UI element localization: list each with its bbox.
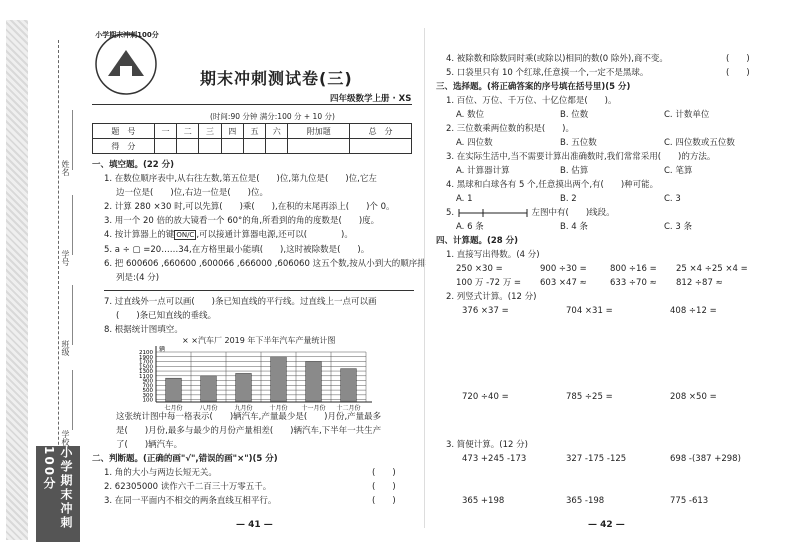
score-table-score-row	[93, 139, 412, 154]
score-cell: 得 分	[93, 139, 155, 154]
section-calc-title: 四、计算题。(28 分)	[436, 236, 519, 246]
judge-3: 3. 在同一平面内不相交的两条直线互相平行。	[104, 496, 277, 506]
calc-item: 603 ×47 ≈	[540, 278, 587, 288]
choice-1-option-a[interactable]: A. 数位	[456, 110, 485, 120]
judge-2: 2. 62305000 读作六千二百三十万零五千。	[104, 482, 272, 492]
score-input[interactable]	[350, 139, 412, 154]
y-axis-label: 辆	[159, 346, 166, 353]
score-cell: 总 分	[350, 124, 412, 139]
y-tick-label: 900	[142, 378, 153, 385]
question-4-part-2: ,可以接通计算器电源,还可以( )。	[196, 230, 353, 240]
time-info: (时间:90 分钟 满分:100 分 + 10 分)	[210, 112, 335, 121]
calc-2-title: 2. 列竖式计算。(12 分)	[446, 292, 537, 302]
question-7-line-2: ( )条已知直线的垂线。	[116, 311, 217, 321]
y-tick-label: 1700	[139, 359, 153, 366]
judge-1: 1. 角的大小与两边长短无关。	[104, 468, 217, 478]
choice-5-text: 左图中有( )线段。	[531, 208, 615, 218]
judge-1-answer[interactable]: ( )	[372, 468, 396, 478]
calc-item: 633 ÷70 ≈	[610, 278, 657, 288]
calc-1-title: 1. 直接写出得数。(4 分)	[446, 250, 540, 260]
choice-3-option-a[interactable]: A. 计算器计算	[456, 166, 510, 176]
school-field-label: 学校	[61, 430, 70, 446]
x-tick-label: 九月份	[234, 405, 253, 412]
choice-3: 3. 在实际生活中,当不需要计算出准确数时,我们常常采用( )的方法。	[446, 152, 716, 162]
x-tick-label: 十一月份	[301, 405, 326, 412]
bar	[271, 357, 287, 402]
choice-4-option-b[interactable]: B. 2	[560, 194, 577, 204]
calc-item: 900 ÷30 =	[540, 264, 587, 274]
y-tick-label: 1300	[139, 369, 153, 376]
student-id-field-line	[72, 195, 74, 255]
bar	[166, 378, 182, 402]
score-input[interactable]	[243, 139, 265, 154]
decorative-strip	[6, 20, 28, 540]
judge-3-answer[interactable]: ( )	[372, 496, 396, 506]
calc-item: 208 ×50 =	[670, 392, 717, 402]
judge-5: 5. 口袋里只有 10 个红球,任意摸一个,一定不是黑球。	[446, 68, 649, 78]
question-3: 3. 用一个 20 倍的放大镜看一个 60°的角,所看到的角的度数是( )度。	[104, 216, 380, 226]
y-tick-label: 1900	[139, 354, 153, 361]
bar	[341, 369, 357, 402]
calc-item: 800 ÷16 =	[610, 264, 657, 274]
chart-title: × ×汽车厂 2019 年下半年汽车产量统计图	[182, 336, 336, 345]
score-cell: 四	[221, 124, 243, 139]
bar-chart	[118, 346, 378, 416]
page-divider	[424, 28, 425, 528]
name-field-line	[72, 110, 74, 170]
name-field-label: 姓名	[61, 160, 70, 176]
judge-2-answer[interactable]: ( )	[372, 482, 396, 492]
choice-5-option-a[interactable]: A. 6 条	[456, 222, 484, 232]
score-cell: 二	[177, 124, 199, 139]
choice-5	[446, 206, 615, 220]
calc-item: 25 ×4 ÷25 ×4 =	[676, 264, 748, 274]
calc-item: 408 ÷12 =	[670, 306, 717, 316]
question-4	[104, 228, 353, 242]
choice-2: 2. 三位数乘两位数的积是( )。	[446, 124, 574, 134]
logo-emblem	[92, 30, 160, 98]
choice-5-option-b[interactable]: B. 4 条	[560, 222, 588, 232]
question-2: 2. 计算 280 ×30 时,可以先算( )乘( ),在积的末尾再添上( )个 0。	[104, 202, 395, 212]
choice-5-number: 5.	[446, 208, 455, 218]
line-segment-figure	[457, 208, 529, 218]
x-tick-label: 八月份	[199, 405, 218, 412]
score-input[interactable]	[221, 139, 243, 154]
choice-2-option-a[interactable]: A. 四位数	[456, 138, 493, 148]
score-input[interactable]	[266, 139, 288, 154]
y-tick-label: 700	[142, 383, 153, 390]
calc-3-title: 3. 简便计算。(12 分)	[446, 440, 528, 450]
brand-box: 小学期末冲刺100分	[36, 446, 80, 542]
choice-3-option-b[interactable]: B. 估算	[560, 166, 589, 176]
question-8: 8. 根据统计图填空。	[104, 325, 183, 335]
student-id-field-label: 学号	[61, 250, 70, 266]
y-tick-label: 300	[142, 392, 153, 399]
question-8-line-3: 了( )辆汽车。	[116, 440, 183, 450]
x-tick-label: 七月份	[164, 405, 183, 412]
score-cell: 六	[266, 124, 288, 139]
score-input[interactable]	[154, 139, 176, 154]
question-4-part-1: 4. 按计算器上的键	[104, 230, 175, 240]
calc-item: 720 ÷40 =	[462, 392, 509, 402]
calc-item: 100 万 -72 万 =	[456, 278, 522, 288]
calculator-key: ON/C	[176, 231, 195, 239]
answer-line	[104, 290, 414, 291]
bar	[201, 376, 217, 402]
question-8-line-1: 这张统计图中每一格表示( )辆汽车,产量最少是( )月份,产量最多	[116, 412, 382, 422]
score-cell: 附加题	[288, 124, 350, 139]
page-title: 期末冲刺测试卷(三)	[200, 69, 353, 88]
school-field-line	[72, 370, 74, 430]
score-input[interactable]	[199, 139, 221, 154]
page-number-left: — 41 —	[236, 520, 273, 530]
choice-4-option-c[interactable]: C. 3	[664, 194, 681, 204]
question-8-line-2: 是( )月份,最多与最少的月份产量相差( )辆汽车,下半年一共生产	[116, 426, 382, 436]
y-tick-label: 2100	[139, 350, 153, 356]
question-5: 5. a ÷ ▢ =20……34,在方格里最小能填( ),这时被除数是( )。	[104, 245, 370, 255]
class-field-line	[72, 285, 74, 345]
calc-item: 785 ÷25 =	[566, 392, 613, 402]
calc-item: 812 ÷87 ≈	[676, 278, 723, 288]
calc-item: 365 +198	[462, 496, 505, 506]
bar	[236, 373, 252, 402]
page-number-right: — 42 —	[588, 520, 625, 530]
choice-3-option-c[interactable]: C. 笔算	[664, 166, 693, 176]
choice-2-option-c[interactable]: C. 四位数或五位数	[664, 138, 735, 148]
score-cell: 三	[199, 124, 221, 139]
section-choice-title: 三、选择题。(将正确答案的序号填在括号里)(5 分)	[436, 82, 631, 92]
y-tick-label: 100	[142, 397, 153, 404]
choice-5-option-c[interactable]: C. 3 条	[664, 222, 692, 232]
score-input[interactable]	[288, 139, 350, 154]
question-6-line-2: 列是:(4 分)	[116, 273, 160, 283]
choice-1-option-c[interactable]: C. 计数单位	[664, 110, 710, 120]
y-tick-label: 500	[142, 388, 153, 395]
calc-item: 473 +245 -173	[462, 454, 527, 464]
score-table-header-row	[93, 124, 412, 139]
choice-4: 4. 黑球和白球各有 5 个,任意摸出两个,有( )种可能。	[446, 180, 659, 190]
binding-sidebar	[0, 0, 88, 560]
bar	[306, 362, 322, 402]
section-judge-title: 二、判断题。(正确的画"√",错误的画"×")(5 分)	[92, 454, 278, 464]
calc-item: 250 ×30 =	[456, 264, 503, 274]
calc-item: 376 ×37 =	[462, 306, 509, 316]
question-6-line-1: 6. 把 600606 ,660600 ,600066 ,666000 ,606060 这五个数,按从小到大的顺序排	[104, 259, 426, 269]
judge-4-answer[interactable]: ( )	[726, 54, 750, 64]
choice-4-option-a[interactable]: A. 1	[456, 194, 473, 204]
judge-4: 4. 被除数和除数同时乘(或除以)相同的数(0 除外),商不变。	[446, 54, 668, 64]
chart-grid	[156, 352, 366, 402]
calc-item: 365 -198	[566, 496, 605, 506]
choice-1: 1. 百位、万位、千万位、十亿位都是( )。	[446, 96, 617, 106]
y-tick-label: 1100	[139, 373, 153, 380]
x-tick-label: 十月份	[269, 405, 288, 412]
grade-label: 四年级数学上册 · XS	[330, 94, 412, 104]
calc-item: 775 -613	[670, 496, 709, 506]
class-field-label: 班级	[61, 340, 70, 356]
choice-2-option-b[interactable]: B. 五位数	[560, 138, 597, 148]
question-7-line-1: 7. 过直线外一点可以画( )条已知直线的平行线。过直线上一点可以画	[104, 297, 377, 307]
calc-item: 698 -(387 +298)	[670, 454, 741, 464]
score-cell: 一	[154, 124, 176, 139]
header-rule	[92, 104, 412, 105]
logo-text: 小学期末冲刺100分	[95, 31, 159, 39]
section-fill-blank-title: 一、填空题。(22 分)	[92, 160, 175, 170]
choice-1-option-b[interactable]: B. 位数	[560, 110, 589, 120]
score-table	[92, 123, 412, 154]
calc-item: 704 ×31 =	[566, 306, 613, 316]
score-cell: 题 号	[93, 124, 155, 139]
y-tick-label: 1500	[139, 364, 153, 371]
score-input[interactable]	[177, 139, 199, 154]
judge-5-answer[interactable]: ( )	[726, 68, 750, 78]
calc-item: 327 -175 -125	[566, 454, 627, 464]
question-1-line-1: 1. 在数位顺序表中,从右往左数,第五位是( )位,第九位是( )位,它左	[104, 174, 377, 184]
score-cell: 五	[243, 124, 265, 139]
question-1-line-2: 边一位是( )位,右边一位是( )位。	[116, 188, 268, 198]
x-tick-label: 十二月份	[336, 405, 361, 412]
